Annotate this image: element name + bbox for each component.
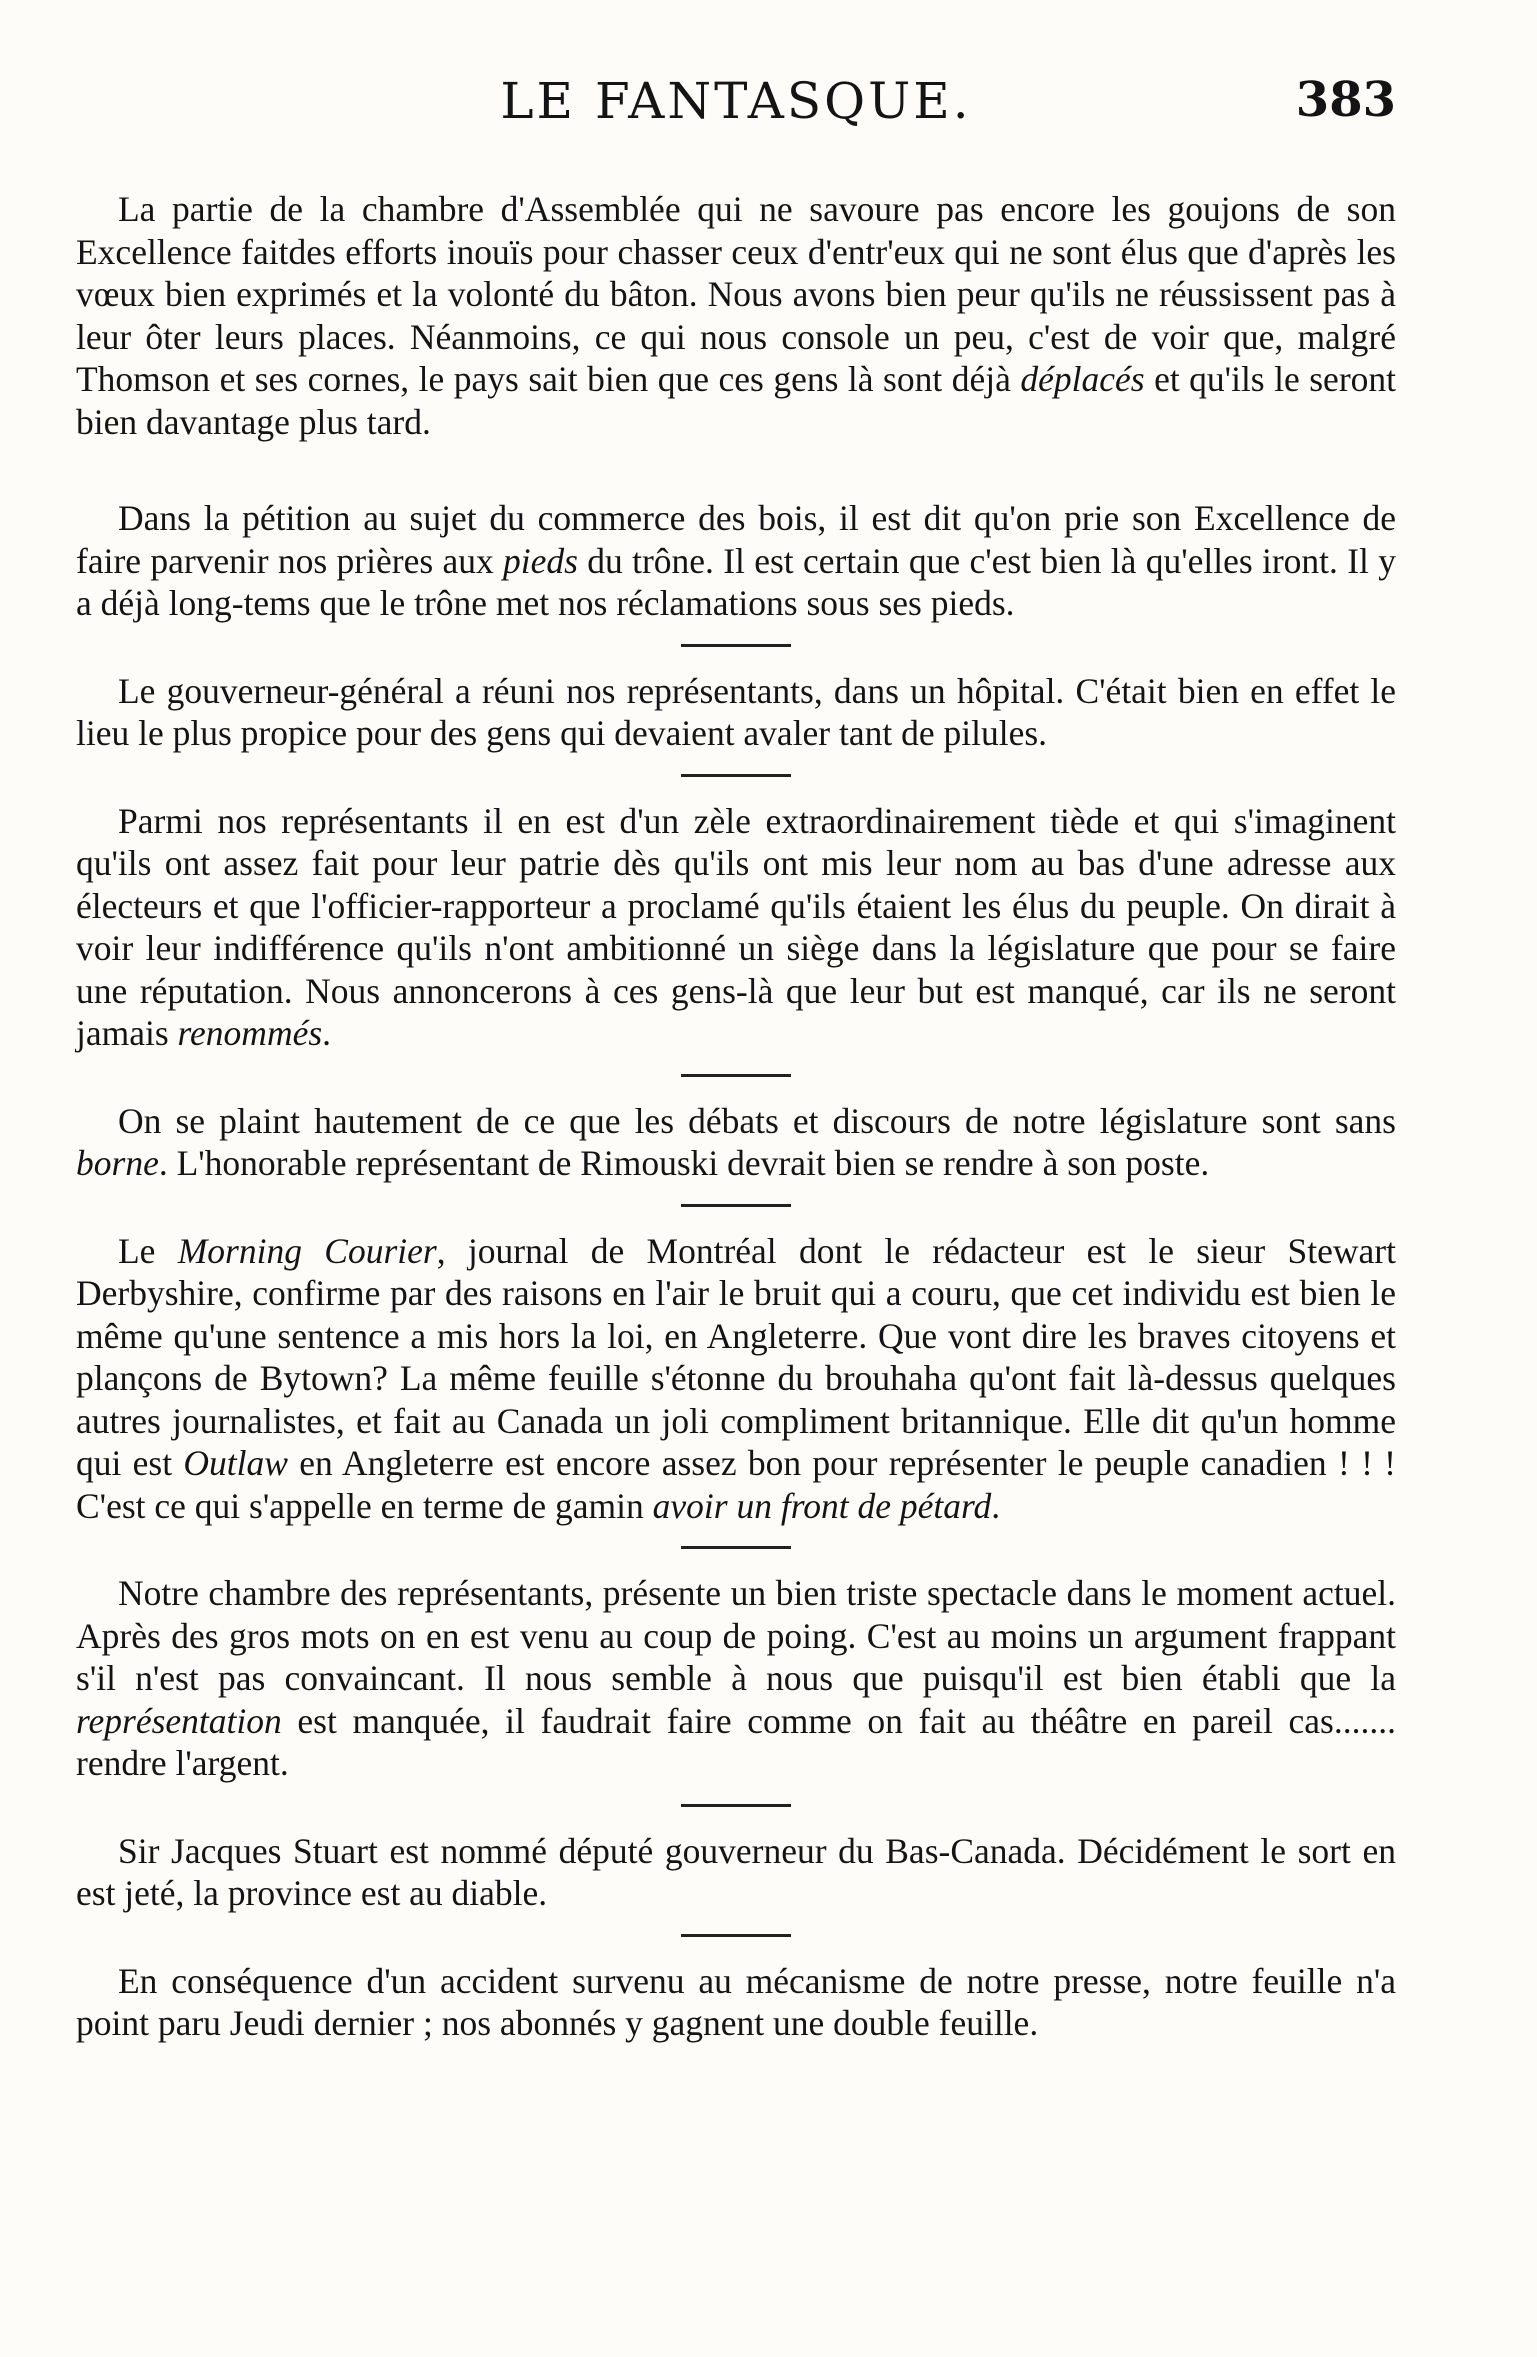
separator [681,1546,791,1549]
article-9: En conséquence d'un accident survenu au mécanisme de notre presse, notre feuille n'a point paru Jeudi dernier ; nos abonnés y gagnent une double feuille. [76,1960,1396,2043]
separator [681,774,791,777]
page-header [76,72,1396,142]
article-6: Le Morning Courier, journal de Montréal dont le rédacteur est le sieur Stewart Derbyshire, confirme par des raisons en l'air le bruit qui a couru, que cet individu est bien le même qu'une sentence a mis hors la loi, en Angleterre. Que vont dire les braves citoyens et plançons de Bytown? La même feuille s'étonne du brouhaha qu'ont fait là-dessus quelques autres journalistes, et fait au Canada un joli compliment britannique. Elle dit qu'un homme qui est Outlaw en Angleterre est encore assez bon pour représenter le peuple canadien ! ! ! C'est ce qui s'appelle en terme de gamin avoir un front de pétard. [76,1230,1396,1526]
journal-title: LE FANTASQUE. [500,72,972,130]
separator [681,1934,791,1937]
article-8: Sir Jacques Stuart est nommé député gouverneur du Bas-Canada. Décidément le sort en est jeté, la province est au diable. [76,1830,1396,1913]
article-7: Notre chambre des représentants, présente un bien triste spectacle dans le moment actuel. Après des gros mots on en est venu au coup de poing. C'est au moins un argument frappant s'il n'est pas convaincant. Il nous semble à nous que puisqu'il est bien établi que la représentation est manquée, il faudrait faire comme on fait au théâtre en pareil cas....... rendre l'argent. [76,1573,1396,1783]
separator [681,1804,791,1807]
separator [681,1204,791,1207]
page-number: 383 [1295,72,1396,128]
separator [681,1074,791,1077]
separator [681,644,791,647]
newspaper-page [76,72,1396,2045]
article-4: Parmi nos représentants il en est d'un zèle extraordinairement tiède et qui s'imaginent qu'ils ont assez fait pour leur patrie dès qu'ils ont mis leur nom au bas d'une adresse aux électeurs et que l'officier-rapporteur a proclamé qu'ils étaient les élus du peuple. On dirait à voir leur indifférence qu'ils n'ont ambitionné un siège dans la législature que pour se faire une réputation. Nous annoncerons à ces gens-là que leur but est manqué, car ils ne seront jamais renommés. [76,800,1396,1053]
article-2: Dans la pétition au sujet du commerce des bois, il est dit qu'on prie son Excellence de faire parvenir nos prières aux pieds du trône. Il est certain que c'est bien là qu'elles iront. Il y a déjà long-tems que le trône met nos réclamations sous ses pieds. [76,498,1396,623]
article-5: On se plaint hautement de ce que les débats et discours de notre législature sont sans borne. L'honorable représentant de Rimouski devrait bien se rendre à son poste. [76,1100,1396,1183]
article-3: Le gouverneur-général a réuni nos représentants, dans un hôpital. C'était bien en effet le lieu le plus propice pour des gens qui devaient avaler tant de pilules. [76,670,1396,753]
article-1: La partie de la chambre d'Assemblée qui ne savoure pas encore les goujons de son Excellence faitdes efforts inouïs pour chasser ceux d'entr'eux qui ne sont élus que d'après les vœux bien exprimés et la volonté du bâton. Nous avons bien peur qu'ils ne réussissent pas à leur ôter leurs places. Néanmoins, ce qui nous console un peu, c'est de voir que, malgré Thomson et ses cornes, le pays sait bien que ces gens là sont déjà déplacés et qu'ils le seront bien davantage plus tard. [76,189,1396,442]
